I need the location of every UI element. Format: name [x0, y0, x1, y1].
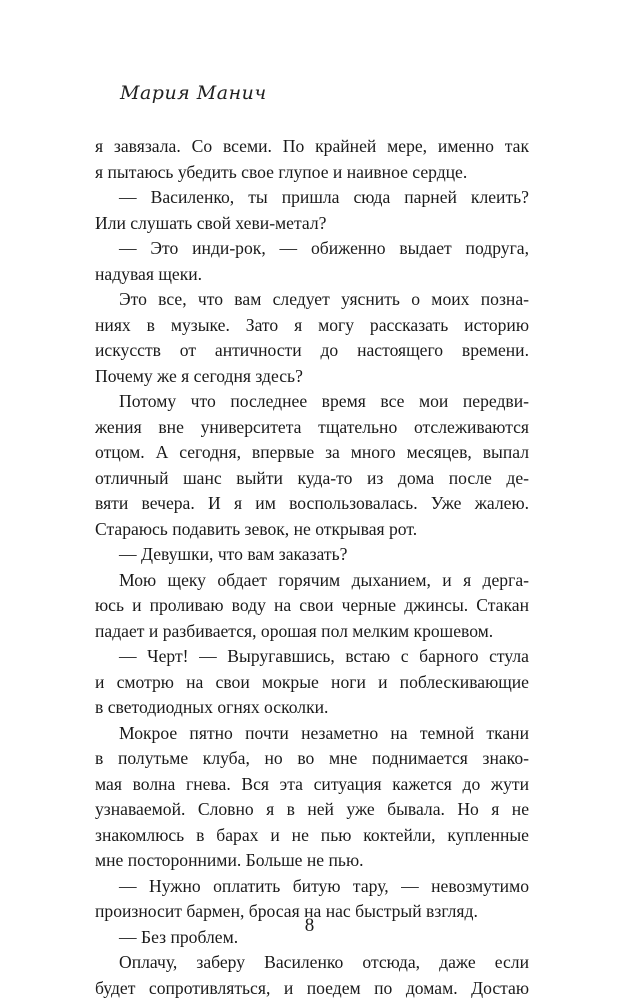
text-line: жения вне университета тщательно отслеживаются — [95, 415, 529, 441]
text-line: произносит бармен, бросая на нас быстрый взгляд. — [95, 899, 529, 925]
text-line: ниях в музыке. Зато я могу рассказать историю — [95, 313, 529, 339]
text-line: Потому что последнее время все мои передви- — [95, 389, 529, 415]
text-line: в светодиодных огнях осколки. — [95, 695, 529, 721]
text-line: Или слушать свой хеви-метал? — [95, 211, 529, 237]
text-line: отличный шанс выйти куда-то из дома после де- — [95, 466, 529, 492]
text-line: — Без проблем. — [95, 925, 529, 951]
text-line: — Черт! — Выругавшись, встаю с барного стула — [95, 644, 529, 670]
body-text — [95, 134, 529, 1001]
text-line: юсь и проливаю воду на свои черные джинсы. Стакан — [95, 593, 529, 619]
text-line: Стараюсь подавить зевок, не открывая рот. — [95, 517, 529, 543]
text-line: и смотрю на свои мокрые ноги и поблескивающие — [95, 670, 529, 696]
text-line: Оплачу, заберу Василенко отсюда, даже если — [95, 950, 529, 976]
text-line: вяти вечера. И я им воспользовалась. Уже жалею. — [95, 491, 529, 517]
text-line: надувая щеки. — [95, 262, 529, 288]
text-line: я завязала. Со всеми. По крайней мере, именно так — [95, 134, 529, 160]
text-line: Мою щеку обдает горячим дыханием, и я дерга- — [95, 568, 529, 594]
text-line: узнаваемой. Словно я в ней уже бывала. Но я не — [95, 797, 529, 823]
text-line: — Василенко, ты пришла сюда парней клеить? — [95, 185, 529, 211]
text-line: мне посторонними. Больше не пью. — [95, 848, 529, 874]
text-line: в полутьме клуба, но во мне поднимается знако- — [95, 746, 529, 772]
text-line: падает и разбивается, орошая пол мелким крошевом. — [95, 619, 529, 645]
text-line: Это все, что вам следует уяснить о моих позна- — [95, 287, 529, 313]
text-line: искусств от античности до настоящего времени. — [95, 338, 529, 364]
text-line: — Это инди-рок, — обиженно выдает подруга, — [95, 236, 529, 262]
page-number: 8 — [0, 915, 619, 937]
text-line: я пытаюсь убедить свое глупое и наивное сердце. — [95, 160, 529, 186]
text-line: знакомлюсь в барах и не пью коктейли, купленные — [95, 823, 529, 849]
text-line: отцом. А сегодня, впервые за много месяцев, выпал — [95, 440, 529, 466]
text-line: мая волна гнева. Вся эта ситуация кажется до жути — [95, 772, 529, 798]
text-line: Почему же я сегодня здесь? — [95, 364, 529, 390]
text-line: — Нужно оплатить битую тару, — невозмутимо — [95, 874, 529, 900]
text-line: — Девушки, что вам заказать? — [95, 542, 529, 568]
text-line: будет сопротивляться, и поедем по домам. Достаю — [95, 976, 529, 1001]
text-line: Мокрое пятно почти незаметно на темной ткани — [95, 721, 529, 747]
running-head-author: Мария Манич — [120, 82, 267, 104]
